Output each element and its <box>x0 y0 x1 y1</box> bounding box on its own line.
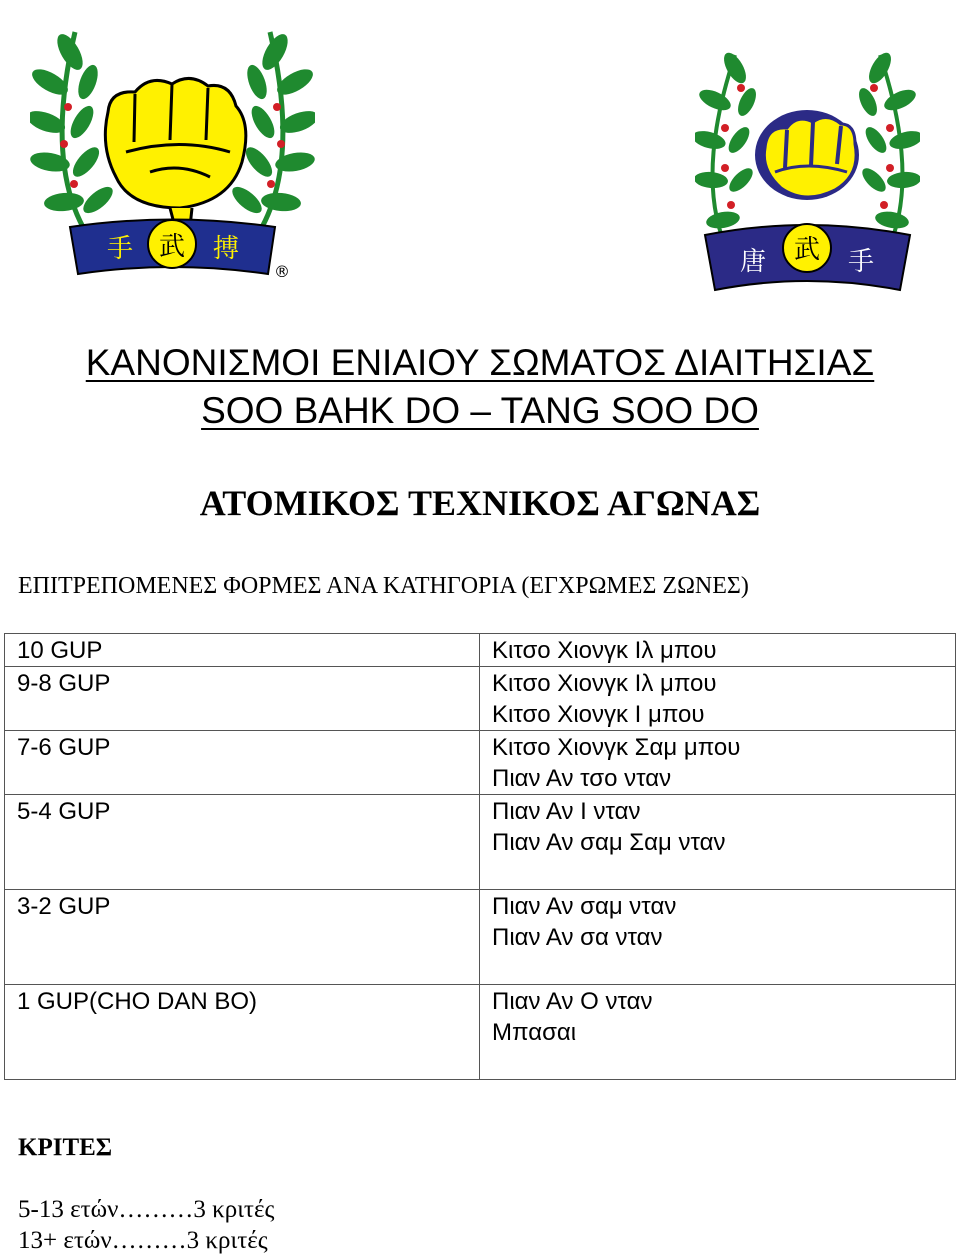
form-name: Κιτσο Χιονγκ Ιλ μπου <box>492 637 717 664</box>
banner-icon <box>70 220 290 282</box>
grade-cell: 5-4 GUP <box>5 795 480 890</box>
table-row <box>5 985 956 1080</box>
document-title-line-1: ΚΑΝΟΝΙΣΜΟΙ ΕΝΙΑΙΟΥ ΣΩΜΑΤΟΣ ΔΙΑΙΤΗΣΙΑΣ <box>85 342 875 383</box>
form-name: Πιαν Αν σαμ νταν <box>492 893 677 920</box>
form-name <box>492 953 943 984</box>
section-heading: ΕΠΙΤΡΕΠΟΜΕΝΕΣ ΦΟΡΜΕΣ ΑΝΑ ΚΑΤΗΓΟΡΙΑ (ΕΓΧΡΩΜΕΣ ΖΩΝΕΣ) <box>18 573 749 599</box>
grade-cell: 7-6 GUP <box>5 731 480 795</box>
judges-heading: ΚΡΙΤΕΣ <box>18 1134 113 1161</box>
fist-icon <box>755 110 859 200</box>
svg-text:搏: 搏 <box>212 234 240 264</box>
form-name: Πιαν Αν Ο νταν <box>492 988 653 1015</box>
form-name: Μπασαι <box>492 1019 577 1046</box>
judges-rule: 5-13 ετών………3 κριτές <box>18 1196 275 1223</box>
form-name: Πιαν Αν τσο νταν <box>492 765 672 792</box>
table-row <box>5 890 956 985</box>
svg-text:武: 武 <box>158 232 186 262</box>
svg-text:武: 武 <box>793 235 821 265</box>
tang-soo-do-logo <box>695 40 920 300</box>
table-row <box>5 634 956 667</box>
form-name: Πιαν Αν σαμ Σαμ νταν <box>492 829 726 856</box>
grade-cell: 1 GUP(CHO DAN BO) <box>5 985 480 1080</box>
forms-cell <box>480 890 956 985</box>
form-name: Πιαν Αν Ι νταν <box>492 798 641 825</box>
judges-rule: 13+ ετών………3 κριτές <box>18 1227 268 1254</box>
forms-cell <box>480 985 956 1080</box>
table-row <box>5 731 956 795</box>
grade-cell: 3-2 GUP <box>5 890 480 985</box>
svg-text:®: ® <box>274 262 290 281</box>
grade-cell: 9-8 GUP <box>5 667 480 731</box>
table-row <box>5 795 956 890</box>
forms-cell <box>480 795 956 890</box>
forms-cell <box>480 667 956 731</box>
grade-cell: 10 GUP <box>5 634 480 667</box>
forms-table <box>4 633 956 1080</box>
form-name: Κιτσο Χιονγκ Ι μπου <box>492 701 705 728</box>
form-name: Κιτσο Χιονγκ Σαμ μπου <box>492 734 741 761</box>
forms-cell <box>480 634 956 667</box>
banner-icon <box>705 224 910 290</box>
svg-text:手: 手 <box>106 234 134 264</box>
fist-icon <box>105 78 246 227</box>
form-name <box>492 1048 943 1079</box>
soo-bahk-do-logo <box>30 12 315 294</box>
form-name: Πιαν Αν σα νταν <box>492 924 663 951</box>
form-name: Κιτσο Χιονγκ Ιλ μπου <box>492 670 717 697</box>
svg-text:手: 手 <box>847 247 875 277</box>
form-name <box>492 858 943 889</box>
table-row <box>5 667 956 731</box>
document-title-line-2: SOO BAHK DO – TANG SOO DO <box>201 390 759 431</box>
document-subtitle: ΑΤΟΜΙΚΟΣ ΤΕΧΝΙΚΟΣ ΑΓΩΝΑΣ <box>199 483 761 523</box>
forms-cell <box>480 731 956 795</box>
svg-text:唐: 唐 <box>739 247 767 277</box>
